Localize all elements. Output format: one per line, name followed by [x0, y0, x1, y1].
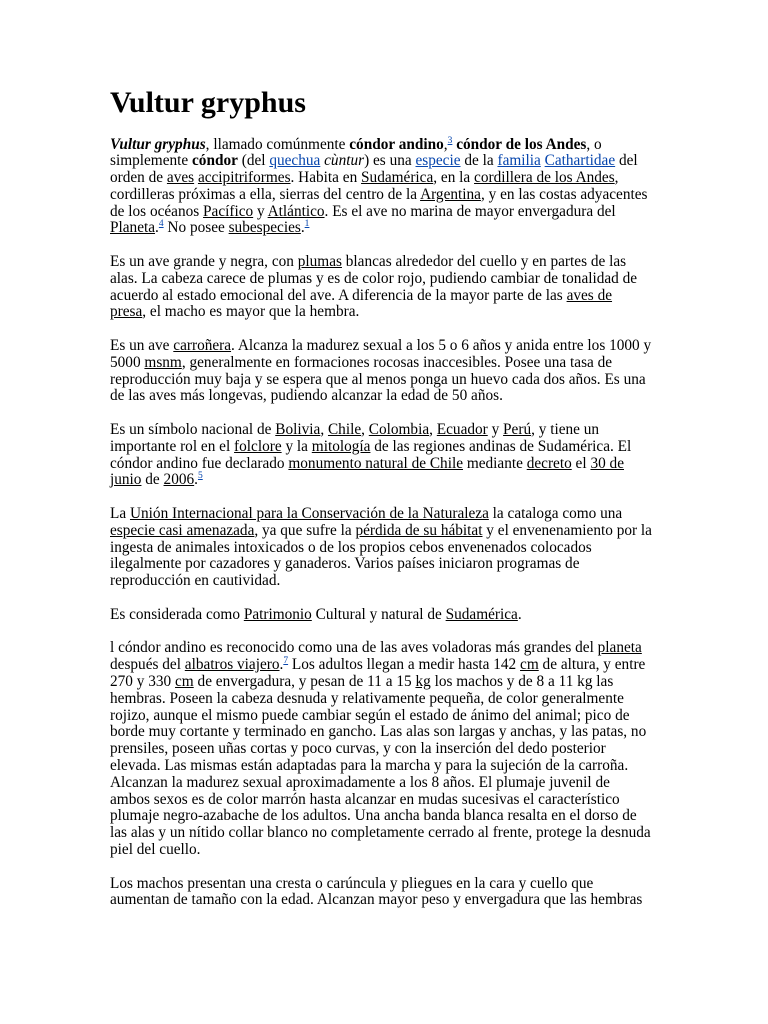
text-run: de envergadura, y pesan de 11 a 15: [193, 673, 416, 690]
text-run: ,: [443, 135, 448, 153]
text-run: . Es el ave no marina de mayor envergadura del: [324, 202, 616, 220]
text-run: 270 y 330: [110, 673, 176, 690]
link-bolivia[interactable]: Bolivia: [275, 421, 321, 439]
link-chile[interactable]: Chile: [327, 421, 362, 439]
text-run: , ya que sufre la: [254, 521, 356, 539]
text-line: [110, 271, 768, 288]
text-line: [110, 220, 768, 237]
link-2006[interactable]: 2006: [163, 471, 195, 489]
link-30-de[interactable]: 30 de: [590, 454, 624, 472]
text-run: Los adultos llegan a medir hasta 142: [288, 656, 521, 674]
text-run: , en la: [433, 169, 475, 187]
text-run: borde muy cortante y terminado en gancho. Las alas son largas y anchas, y las patas, no: [110, 723, 647, 741]
text-run: de los océanos: [110, 202, 204, 220]
text-line: [110, 204, 768, 221]
text-line: [110, 355, 768, 372]
reference-3[interactable]: 3: [447, 135, 453, 146]
text-run: Cultural y natural de: [311, 605, 446, 623]
text-line: [110, 640, 768, 657]
bold-term: cóndor: [192, 152, 238, 170]
text-line: [110, 456, 768, 473]
text-run: reproducción en cautividad.: [110, 572, 281, 590]
text-run: ilegalmente por cazadores y ganaderos. Varios países iniciaron programas de: [110, 555, 580, 573]
paragraph: [110, 422, 768, 489]
text-line: [110, 170, 768, 187]
text-run: alas. La cabeza carece de plumas y es de color rojo, pudiendo cambiar de tonalidad de: [110, 269, 638, 287]
paragraph: [110, 506, 768, 590]
text-run: Alcanzan la madurez sexual aproximadamente a los 8 años. El plumaje juvenil de: [110, 773, 610, 791]
paragraph: [110, 338, 768, 405]
text-run: rojizo, aunque el mismo puede cambiar según el estado de ánimo del animal; pico de: [110, 706, 630, 724]
link-sudamerica[interactable]: Sudamérica: [361, 169, 434, 187]
text-run: las alas y un nítido collar blanco no completamente cerrado al frente, protege la desnuda: [110, 824, 651, 842]
link-accipitriformes[interactable]: accipitriformes: [197, 169, 291, 187]
link-planeta[interactable]: planeta: [597, 639, 642, 657]
text-run: No posee: [163, 219, 229, 237]
link-albatros-viajero[interactable]: albatros viajero: [184, 656, 280, 674]
text-run: ) es una: [364, 152, 416, 170]
link-familia[interactable]: familia: [497, 152, 541, 170]
text-line: [110, 758, 768, 775]
text-run: prensiles, poseen uñas cortas y poco curvas, y con la inserción del dedo posterior: [110, 740, 606, 758]
text-run: de altura, y entre: [538, 656, 646, 674]
text-run: hembras. Poseen la cabeza desnuda y relativamente pequeña, de color generalmente: [110, 689, 624, 707]
text-line: [110, 674, 768, 691]
link-aves[interactable]: aves: [166, 169, 195, 187]
text-run: Es considerada como: [110, 605, 244, 623]
text-line: [110, 439, 768, 456]
text-run: Es un ave grande y negra, con: [110, 253, 298, 271]
text-run: (del: [237, 152, 270, 170]
text-run: , el macho es mayor que la hembra.: [142, 303, 360, 321]
text-run: .: [155, 219, 159, 237]
text-run: .: [300, 219, 305, 237]
text-run: y el envenenamiento por la: [482, 521, 652, 539]
link-peru[interactable]: Perú: [503, 421, 532, 439]
link-aves-de[interactable]: aves de: [566, 286, 613, 304]
link-mitologia[interactable]: mitología: [311, 437, 371, 455]
text-run: blancas alrededor del cuello y en partes de las: [341, 253, 627, 271]
paragraph: [110, 640, 768, 858]
link-carronera[interactable]: carroñera: [173, 337, 232, 355]
text-run: después del: [110, 656, 185, 674]
text-run: de las aves más longevas, pudiendo alcanzar la edad de 50 años.: [110, 387, 503, 405]
link-decreto[interactable]: decreto: [526, 454, 572, 472]
page-title: Vultur gryphus: [110, 86, 306, 119]
text-run: , o: [586, 135, 602, 153]
text-line: [110, 842, 768, 859]
link-cm[interactable]: cm: [175, 673, 194, 690]
link-cm[interactable]: cm: [520, 656, 539, 674]
italic-term: cùntur: [324, 152, 365, 170]
text-run: plumaje negro-azabache de los adultos. Una ancha banda blanca resalta en el dorso de: [110, 807, 637, 825]
text-run: de la: [460, 152, 498, 170]
link-atlantico[interactable]: Atlántico: [267, 202, 325, 220]
text-line: [110, 892, 768, 909]
text-run: ,: [429, 421, 437, 439]
link-perdida-de-su-habitat[interactable]: pérdida de su hábitat: [355, 521, 483, 539]
text-line: [110, 556, 768, 573]
text-run: y: [487, 421, 504, 439]
text-run: Los machos presentan una cresta o carúncula y pliegues en la cara y cuello que: [110, 874, 594, 892]
text-line: [110, 876, 768, 893]
text-line: [110, 304, 768, 321]
text-run: de las regiones andinas de Sudamérica. El: [370, 437, 632, 455]
text-run: reproducción muy baja y se espera que al menos ponga un huevo cada dos años. Es una: [110, 370, 646, 388]
text-line: [110, 775, 768, 792]
text-line: [110, 741, 768, 758]
text-run: . Habita en: [290, 169, 362, 187]
link-presa[interactable]: presa: [110, 303, 143, 321]
text-run: .: [517, 605, 522, 623]
text-line: [110, 792, 768, 809]
text-run: simplemente: [110, 152, 192, 170]
text-run: 5000: [110, 353, 145, 371]
link-kg[interactable]: kg: [415, 673, 431, 690]
text-run: acuerdo al estado emocional del ave. A diferencia de la mayor parte de las: [110, 286, 567, 304]
bold-term: cóndor de los Andes: [456, 135, 587, 153]
text-run: los machos y de 8 a 11 kg las: [430, 673, 614, 690]
text-run: .: [279, 656, 284, 674]
paragraph: [110, 876, 768, 910]
bold-term: cóndor andino: [349, 135, 444, 153]
link-argentina[interactable]: Argentina: [420, 185, 481, 203]
text-run: l cóndor andino es reconocido como una de las aves voladoras más grandes del: [110, 639, 598, 657]
link-quechua[interactable]: quechua: [269, 152, 321, 170]
text-line: [110, 187, 768, 204]
link-planeta[interactable]: Planeta: [110, 219, 156, 237]
text-line: [110, 422, 768, 439]
text-run: Es un ave: [110, 337, 174, 355]
text-run: piel del cuello.: [110, 840, 201, 858]
text-run: y la: [281, 437, 312, 455]
text-line: [110, 691, 768, 708]
text-line: [110, 607, 768, 624]
text-line: [110, 338, 768, 355]
text-line: [110, 372, 768, 389]
text-run: mediante: [463, 454, 527, 472]
link-cordillera-de-los-andes[interactable]: cordillera de los Andes: [474, 169, 615, 187]
text-line: [110, 708, 768, 725]
text-run: , generalmente en formaciones rocosas inaccesibles. Posee una tasa de: [181, 353, 613, 371]
text-run: elevada. Las mismas están adaptadas para la marcha y para la sujeción de la carroña.: [110, 756, 629, 774]
text-run: ,: [361, 421, 369, 439]
text-line: [110, 288, 768, 305]
link-monumento-natural-de-chile[interactable]: monumento natural de Chile: [288, 454, 463, 472]
text-run: aumentan de tamaño con la edad. Alcanzan mayor peso y envergadura que las hembras: [110, 891, 643, 909]
text-line: [110, 137, 768, 154]
reference-5[interactable]: 5: [197, 471, 203, 482]
text-run: cordilleras próximas a ella, sierras del centro de la: [110, 185, 421, 203]
text-line: [110, 573, 768, 590]
text-run: La: [110, 505, 130, 523]
text-run: y: [253, 202, 268, 220]
article-body: [110, 137, 768, 910]
text-line: [110, 506, 768, 523]
reference-1[interactable]: 1: [304, 219, 310, 230]
paragraph: [110, 607, 768, 624]
link-cathartidae[interactable]: Cathartidae: [544, 152, 616, 170]
link-plumas[interactable]: plumas: [297, 253, 342, 271]
text-run: importante rol en el: [110, 437, 235, 455]
text-line: [110, 540, 768, 557]
text-line: [110, 254, 768, 271]
text-line: [110, 523, 768, 540]
text-line: [110, 153, 768, 170]
text-run: , llamado comúnmente: [205, 135, 350, 153]
text-run: de: [141, 471, 164, 489]
text-run: ambos sexos es de color marrón hasta alcanzar en mudas sucesivas el característico: [110, 790, 620, 808]
text-line: [110, 388, 768, 405]
link-patrimonio[interactable]: Patrimonio: [243, 605, 312, 623]
text-run: orden de: [110, 169, 167, 187]
link-folclore[interactable]: folclore: [234, 437, 282, 455]
text-run: , y tiene un: [531, 421, 600, 439]
paragraph: [110, 254, 768, 321]
text-run: Es un símbolo nacional de: [110, 421, 276, 439]
link-junio[interactable]: junio: [110, 471, 142, 489]
link-pacifico[interactable]: Pacífico: [203, 202, 254, 220]
text-run: ingesta de animales intoxicados o de los propios cebos envenenados colocados: [110, 538, 592, 556]
species-name: Vultur gryphus: [110, 135, 206, 153]
reference-4[interactable]: 4: [158, 219, 164, 230]
reference-7[interactable]: 7: [283, 656, 289, 667]
link-msnm[interactable]: msnm: [144, 353, 182, 371]
text-run: . Alcanza la madurez sexual a los 5 o 6 años y anida entre los 1000 y: [231, 337, 652, 355]
link-especie-casi-amenazada[interactable]: especie casi amenazada: [110, 521, 255, 539]
link-colombia[interactable]: Colombia: [368, 421, 430, 439]
text-run: .: [194, 471, 198, 489]
text-line: [110, 825, 768, 842]
paragraph: [110, 137, 768, 238]
link-subespecies[interactable]: subespecies: [228, 219, 301, 237]
link-especie[interactable]: especie: [415, 152, 461, 170]
text-run: ,: [320, 421, 328, 439]
text-run: ,: [614, 169, 619, 187]
text-line: [110, 657, 768, 674]
text-run: el: [571, 454, 591, 472]
link-sudamerica[interactable]: Sudamérica: [445, 605, 518, 623]
text-line: [110, 808, 768, 825]
text-run: la cataloga como una: [488, 505, 623, 523]
text-line: [110, 724, 768, 741]
text-run: cóndor andino fue declarado: [110, 454, 289, 472]
text-line: [110, 472, 768, 489]
text-run: del: [615, 152, 638, 170]
link-union-internacional-para-la-conservacion-de-la-naturaleza[interactable]: Unión Internacional para la Conservación de la Naturaleza: [129, 505, 489, 523]
text-run: , y en las costas adyacentes: [480, 185, 648, 203]
link-ecuador[interactable]: Ecuador: [436, 421, 488, 439]
